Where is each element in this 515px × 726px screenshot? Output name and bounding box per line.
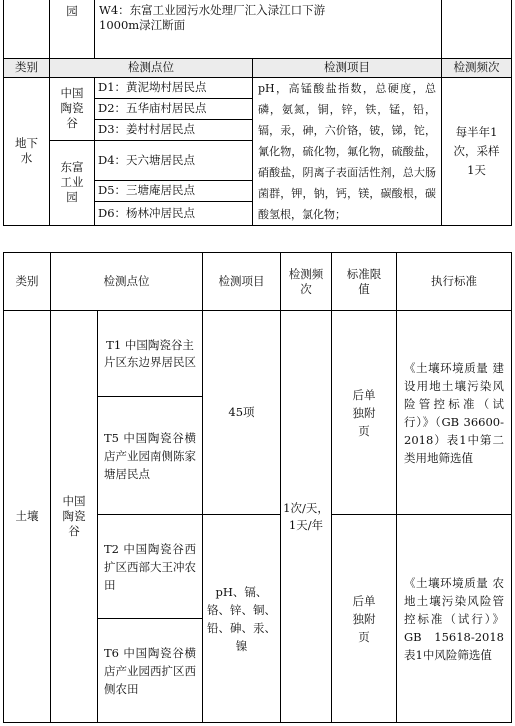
items-group-1: 45项 [203,311,281,515]
site-d3: D3：姜村村居民点 [95,119,253,140]
site-d4: D4：天六塘居民点 [95,140,253,180]
limit-group-2: 后单独附页 [332,515,397,723]
site-t5: T5 中国陶瓷谷横店产业园南侧陈家塘居民点 [98,397,203,515]
site-t6: T6 中国陶瓷谷横店产业园西扩区西侧农田 [98,619,203,723]
header-frequency: 检测频次 [442,58,512,77]
site-d5: D5：三塘庵居民点 [95,180,253,201]
groundwater-frequency: 每半年1次，采样1天 [442,77,512,225]
header-frequency: 检测频次 [281,253,332,311]
standard-group-1: 《土壤环境质量 建设用地土壤污染风险管控标准（试行）》（GB 36600-2018）表1中第二类用地筛选值 [397,311,512,515]
area-dongfu-industrial-park: 东富工业园 [50,140,95,225]
header-items: 检测项目 [253,58,442,77]
header-limit: 标准限值 [332,253,397,311]
header-point: 检测点位 [50,58,253,77]
groundwater-table [3,0,512,226]
groundwater-items: pH，高锰酸盐指数，总硬度，总磷，氨氮，铜，锌，铁，锰，铅，镉，汞，砷，六价铬，铍，锑，铊，氰化物，硫化物，氟化物，硫酸盐，硝酸盐，阴离子表面活性剂，总大肠菌群，钾，钠，钙，镁，碳酸根，碳酸氢根，氯化物； [253,77,442,225]
soil-frequency: 1次/天，1天/年 [281,311,332,723]
limit-group-1: 后单独附页 [332,311,397,515]
site-t2: T2 中国陶瓷谷西扩区西部大王冲农田 [98,515,203,619]
area-ceramic-valley: 中国陶瓷谷 [50,77,95,140]
items-group-2: pH、镉、铬、锌、铜、铅、砷、汞、镍 [203,515,281,723]
site-d2: D2：五华庙村居民点 [95,98,253,119]
site-d6: D6：杨林冲居民点 [95,201,253,225]
category-soil: 土壤 [4,311,51,723]
header-category: 类别 [4,58,50,77]
header-category: 类别 [4,253,51,311]
soil-table [3,252,512,723]
site-d1: D1：黄泥坳村居民点 [95,77,253,98]
header-standard: 执行标准 [397,253,512,311]
header-items: 检测项目 [203,253,281,311]
category-groundwater: 地下水 [4,77,50,225]
w4-section-text: W4：东富工业园污水处理厂汇入渌江口下游1000m渌江断面 [95,0,442,58]
header-point: 检测点位 [51,253,203,311]
area-ceramic-valley: 中国陶瓷谷 [51,311,98,723]
site-t1: T1 中国陶瓷谷主片区东边界居民区 [98,311,203,397]
standard-group-2: 《土壤环境质量 农地土壤污染风险管控标准（试行）》 GB 15618-2018表1中风险筛选值 [397,515,512,723]
area-cell-continued: 园 [50,0,95,58]
